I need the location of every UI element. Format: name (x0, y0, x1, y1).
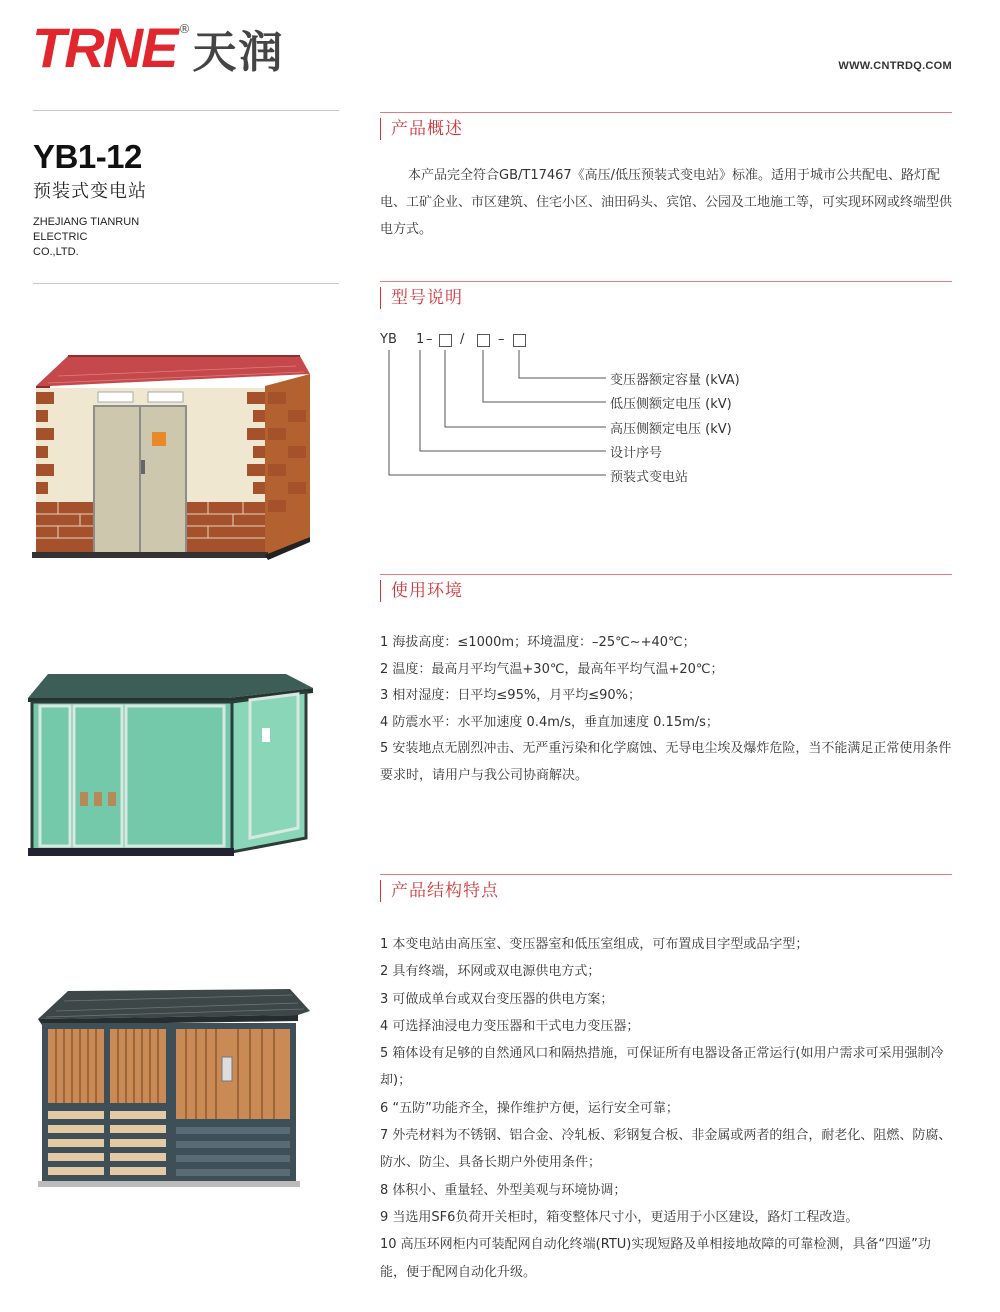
list-item: 2 温度：最高月平均气温+30℃，最高年平均气温+20℃； (380, 661, 724, 677)
divider-bottom (33, 283, 339, 284)
brand-logo (32, 18, 284, 78)
list-item: 8 体积小、重量轻、外型美观与环境协调； (380, 1182, 627, 1198)
list-item: 10 高压环网柜内可装配网自动化终端(RTU)实现短路及单相接地故障的可靠检测，具备“四遥”功能，便于配网自动化升级。 (380, 1237, 931, 1280)
list-item: 3 相对湿度：日平均≤95%，月平均≤90%； (380, 688, 641, 703)
logo-text-en: TRNE (32, 16, 177, 79)
label-capacity: 变压器额定容量 (kVA) (610, 373, 740, 388)
section-divider (380, 281, 952, 282)
overview-paragraph: 本产品完全符合GB/T17467《高压/低压预装式变电站》标准。适用于城市公共配电、路灯配电、工矿企业、市区建筑、住宅小区、油田码头、宾馆、公园及工地施工等，可实现环网或终端型供电方式。 (380, 168, 953, 237)
list-item: 5 安装地点无剧烈冲击、无严重污染和化学腐蚀、无导电尘埃及爆炸危险，当不能满足正常使用条件要求时，请用户与我公司协商解决。 (380, 741, 952, 783)
list-item: 1 海拔高度：≤1000m；环境温度：–25℃~+40℃； (380, 635, 696, 650)
code-box-lv (477, 333, 490, 348)
list-item: 5 箱体设有足够的自然通风口和隔热措施，可保证所有电器设备正常运行(如用户需求可采用强制冷却)； (380, 1046, 944, 1089)
list-item: 3 可做成单台或双台变压器的供电方案； (380, 991, 614, 1007)
code-dash: – (498, 332, 505, 347)
environment-list (380, 630, 952, 789)
list-item: 2 具有终端，环网或双电源供电方式； (380, 964, 601, 980)
product-model: YB1-12 (33, 138, 142, 175)
website-url[interactable]: WWW.CNTRDQ.COM (838, 60, 952, 72)
product-name: 预装式变电站 (33, 181, 147, 202)
product-photo-wood-substation (28, 985, 318, 1190)
code-box-capacity (513, 333, 526, 348)
company-line: CO.,LTD. (33, 246, 79, 258)
section-title-environment: 使用环境 (380, 580, 463, 602)
section-divider (380, 874, 952, 875)
code-prefix: YB (380, 332, 397, 347)
model-code-diagram (378, 330, 778, 490)
company-name (33, 215, 139, 260)
list-item: 6 “五防”功能齐全，操作维护方便，运行安全可靠； (380, 1100, 679, 1116)
list-item: 9 当选用SF6负荷开关柜时，箱变整体尺寸小，更适用于小区建设，路灯工程改造。 (380, 1209, 859, 1225)
code-slash: / (460, 332, 465, 347)
label-substation: 预装式变电站 (610, 470, 689, 485)
label-design-no: 设计序号 (610, 446, 663, 461)
registered-mark: ® (178, 22, 191, 36)
divider-top (33, 110, 339, 111)
overview-text (380, 162, 952, 243)
code-design-no: 1 (416, 332, 425, 347)
company-line: ELECTRIC (33, 231, 88, 243)
list-item: 1 本变电站由高压室、变压器室和低压室组成，可布置成目字型或品字型； (380, 937, 809, 952)
section-title-overview: 产品概述 (380, 118, 463, 140)
list-item: 4 防震水平：水平加速度 0.4m/s，垂直加速度 0.15m/s； (380, 714, 719, 730)
product-photo-green-substation (28, 666, 318, 858)
list-item: 4 可选择油浸电力变压器和干式电力变压器； (380, 1018, 640, 1034)
product-photo-brick-substation (28, 352, 318, 567)
list-item: 7 外壳材料为不锈钢、铝合金、冷轧板、彩钢复合板、非金属或两者的组合，耐老化、阻燃、防腐、防水、防尘、具备长期户外使用条件； (380, 1128, 952, 1171)
label-lv-voltage: 低压侧额定电压 (kV) (610, 397, 732, 412)
logo-text-cn: 天润 (192, 27, 285, 78)
label-hv-voltage: 高压侧额定电压 (kV) (610, 422, 732, 437)
company-line: ZHEJIANG TIANRUN (33, 216, 140, 228)
code-dash: – (426, 332, 433, 347)
structure-list (380, 931, 952, 1286)
code-box-hv (439, 333, 452, 348)
section-divider (380, 112, 952, 113)
section-divider (380, 574, 952, 575)
section-title-structure: 产品结构特点 (380, 880, 499, 902)
section-title-model: 型号说明 (380, 287, 463, 309)
